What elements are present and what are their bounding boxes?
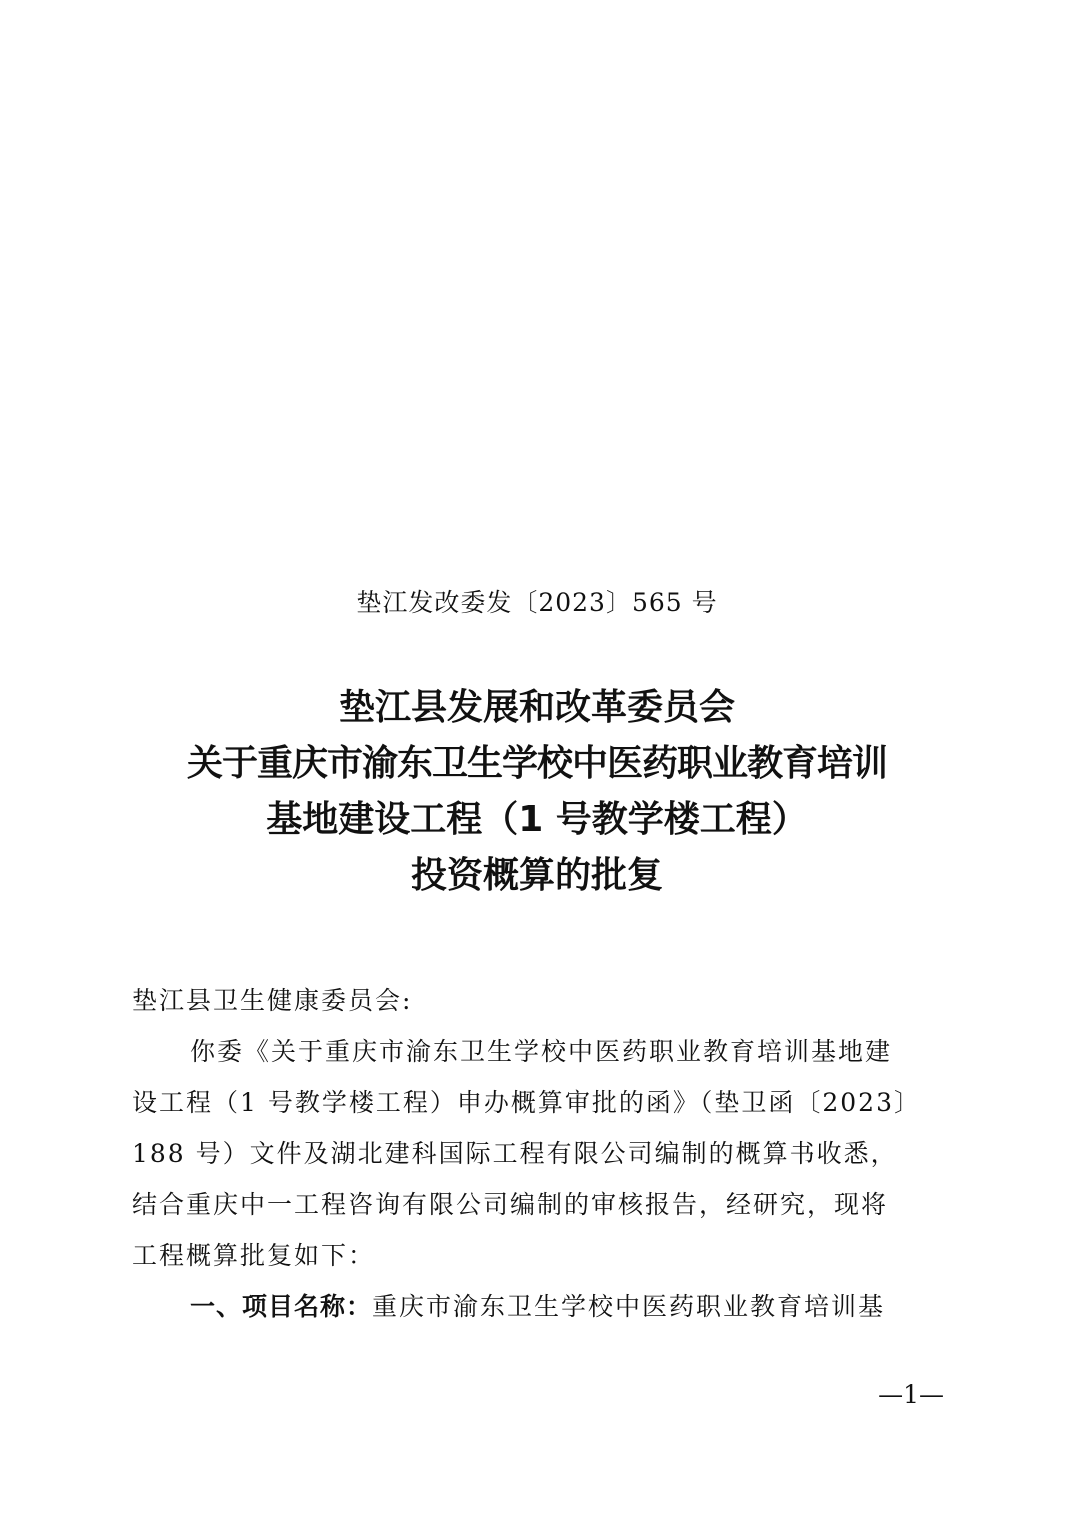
paragraph-line: 结合重庆中一工程咨询有限公司编制的审核报告，经研究，现将	[132, 1190, 889, 1219]
document-title	[0, 680, 1074, 904]
section-1	[132, 1281, 944, 1332]
title-line-subject: 关于重庆市渝东卫生学校中医药职业教育培训	[186, 743, 887, 784]
paragraph-line: 工程概算批复如下：	[132, 1241, 376, 1270]
title-line-project: 基地建设工程（1 号教学楼工程）	[266, 799, 808, 840]
paragraph-line: 188 号）文件及湖北建科国际工程有限公司编制的概算书收悉，	[132, 1139, 898, 1168]
paragraph-line: 你委《关于重庆市渝东卫生学校中医药职业教育培训基地建	[190, 1037, 893, 1066]
title-line-issuer: 垫江县发展和改革委员会	[338, 687, 735, 728]
section-1-label: 一、项目名称：	[190, 1292, 373, 1321]
paragraph-line: 设工程（1 号教学楼工程）申办概算审批的函》（垫卫函〔2023〕	[132, 1088, 921, 1117]
page-number: —1—	[878, 1380, 944, 1409]
section-1-text: 重庆市渝东卫生学校中医药职业教育培训基	[372, 1292, 886, 1321]
document-body	[132, 975, 944, 1332]
addressee: 垫江县卫生健康委员会:	[132, 986, 413, 1015]
title-line-reply: 投资概算的批复	[410, 855, 663, 896]
document-number: 垫江发改委发〔2023〕565 号	[356, 588, 718, 617]
